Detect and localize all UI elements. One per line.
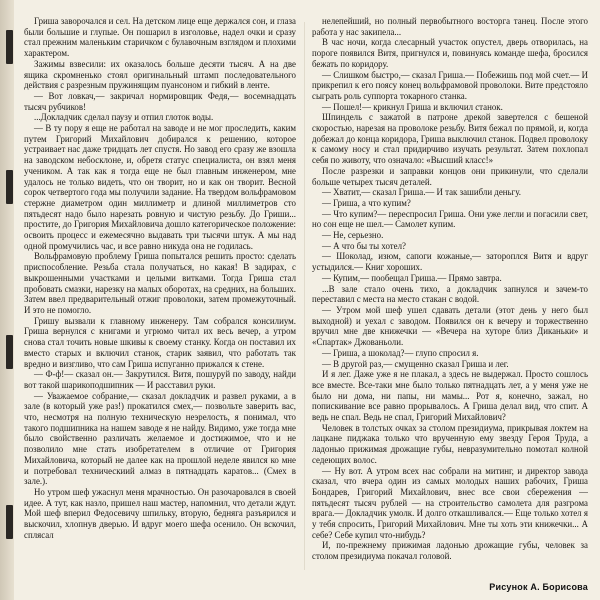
paragraph: ...В зале стало очень тихо, а докладчик запнулся и зачем-то переставил с места на место стакан с водой. [312, 283, 588, 305]
paragraph: — Хватит,— сказал Гриша.— И так зашибли деньгу. [322, 187, 521, 198]
paragraph: — Что купим?— переспросил Гриша. Они уже легли и погасили свет, но сон еще не шел.— Самолет купим. [312, 208, 588, 230]
illustration-credit: Рисунок А. Борисова [489, 582, 588, 592]
text-column-right [312, 16, 588, 576]
paragraph: — Купим,— пообещал Гриша.— Прямо завтра. [322, 272, 502, 283]
text-column-left [24, 16, 296, 576]
paragraph: — Уважаемое собрание,— сказал докладчик и развел руками, а в зале (в который уже раз!) прокатился смех,— позвольте заверить вас, что, несмотря на полную техническую неэрелость, я понимал, что такого подшипника на нашем заводе я не найду. Видимо, уже тогда мне было свойственно различать желаемое и достижимое, что и не позволило мне стать изобретателем в отличие от Григория Михайловича, который не далее как на прошлой неделе явился ко мне и потребовал техническиий алмаз в пятнадцать каратов... (Смех в зале.). [24, 390, 296, 487]
paragraph: Зажимы взвесили: их оказалось больше десяти тысяч. А на две ящика скромненько стоял оригинальный штамп последовательного действия с разрезным пружинящим пуансоном и гибкий в ленте. [24, 58, 296, 91]
paragraph: Гришу вызвали к главному инженеру. Там собрался консилиум. Гриша вернулся с книгами и угрюмо читал их весь вечер, а утром снова стал точить новые шкивы к своему станку. Когда он поставил их вместо старых и включил станок, старик заявил, что работать так вредно и визгливо, что сам Гриша испуганно прижался к стене. [24, 315, 296, 369]
paragraph: Вольфрамовую проблему Гриша попытался решить просто: сделать приспособление. Резьба стала получаться, но какая! В задирах, с выкрошенными участками и целыми витками. Тогда Гриша стал пробовать смазки, нарезку на малых оборотах, на средних, на больших. Затем ввел предварительный отжиг проволоки, затем промежуточный. И это не помогло. [24, 251, 296, 315]
paragraph: И, по-прежнему прижимая ладонью дрожащие губы, человек за столом президиума покачал головой. [312, 540, 588, 562]
paragraph: — Шоколад, изюм, сапоги кожаные,— затороплся Витя и вдруг устыдился.— Книг хороших. [312, 251, 588, 273]
paragraph: ...Докладчик сделал паузу и отпил глоток воды. [34, 112, 214, 123]
paragraph: — Не, серьезно. [322, 230, 384, 241]
paragraph: После разрезки и заправки концов они прикинули, что сделали больше четырех тысяч деталей. [312, 165, 588, 187]
paragraph: Человек в толстых очках за столом президиума, прикрывая локтем на лацкане пиджака только что врученную ему звезду Героя Труда, а ладонью прижимая дрожащие губы, невразумительно помотал колной седеющих волос. [312, 422, 588, 465]
paragraph: Шпиндель с зажатой в патроне дрекой завертелся с бешеной скоростью, нарезая на проволоке резьбу. Витя бежал по прямой, и, когда добежал до конца коридора, Гриша выключил станок. Подвел проволоку к самому носу и стал придирчиво изучать результат. Затем похлопал себя по животу, что означало: «Высший класс!» [312, 112, 588, 166]
binding-notch [6, 30, 13, 64]
paragraph: — Ну вот. А утром всех нас собрали на митинг, и директор завода сказал, что вчера один из самых молодых наших рабочих, Гриша Бондарев, Григорий Михайлович, внес все свои сбережения — пятьдесят тысяч рублей — на строительство самолета для разгрома врага.— Докладчик умолк. И долго откашливался.— Еще только хотел я у тебя спросить, Григорий Михайлович. Мне ты хоть эти книжечки... А себе? Себе купил что-нибудь? [312, 465, 588, 540]
paragraph: нелепейший, но полный первобытного восторга танец. После этого работа у нас закипела... [312, 16, 588, 37]
paragraph: — Гриша, а что купим? [322, 197, 411, 208]
paragraph: — В другой раз,— смущенно сказал Гриша и лег. [322, 358, 509, 369]
binding-notch [6, 505, 13, 539]
paragraph: — Ф-ф!— сказал он.— Закрутился. Витя, пошуруй по заводу, найди вот такой шарикоподшипник — И расставил руки. [24, 369, 296, 390]
paragraph: — Вот ловкач,— закричал нормировщик Федя,— восемнадцать тысяч рубчиков! [24, 90, 296, 112]
paragraph: В час ночи, когда слесарный участок опустел, дверь отворилась, на пороге появился Витя, пригнулся и, повинуясь команде шефа, бросился бежать по коридору. [312, 37, 588, 69]
paragraph: — Гриша, а шоколад?— глупо спросил я. [322, 347, 479, 358]
paragraph: — Пошел!— крикнул Гриша и включил станок. [322, 101, 503, 112]
paragraph: — Слишком быстро,— сказал Гриша.— Побежишь под мой счет.— И прикрепил к его поясу конец вольфрамовой проволоки. Вите предстояло сыграть роль суппорта токарного станка. [312, 69, 588, 101]
paragraph: — А что бы ты хотел? [322, 240, 406, 251]
column-divider [304, 22, 305, 570]
binding-notch [6, 170, 13, 204]
binding-notch [6, 335, 13, 369]
binding-strip [6, 0, 14, 600]
paragraph: И я лег. Даже уже я не плакал, а здесь не выдержал. Просто сошлось все вместе. Все-таки мне было только пятнадцать лет, а у меня уже не было ни дома, ни папы, ни мамы... Рот я, конечно, зажал, но попискивание все равно прорывалось. А Гриша делал вид, что спит. А ведь не спал. Ведь не спал, Григорий Михайлович? [312, 369, 588, 423]
paragraph: — В ту пору я еще не работал на заводе и не мог проследить, каким путем Григорий Михайлович добирался к решению, которое устраивает нас даже тридцать лет спустя. Но завод его сразу же взошла на заводском небосклоне, и, обретя статус специалиста, он взял меня учеником. А так как я тогда еще не был главным инженером, мне удалось не только видеть, что он творит, но и как он творит. Весной сорок четвертого года мы получили задание. На твердом вольфрамовом стержне диаметром один миллиметр и длиной миллиметров сто пятьдесят надо было нарезать ровную и чистую резьбу. До Гриши... простите, до Григория Михайловича дошло категорическое положение: освоить процесс и ежемесячно выдавать три тысячи штук. А мы над одной промучились час, и все равно никуда она не годилась. [24, 123, 296, 251]
paragraph: Но утром шеф ужаснул меня мрачностью. Он разочаровался в своей идее. А тут, как назло, пришел наш мастер, напомнил, что детали ждут. Мой шеф вперил Федосевичу шпильку, вторую, бедняга разъярился и выскочил, хлопнув дверью. И вдруг моего шефа осенило. Он вскочил, сплясал [24, 486, 296, 540]
paragraph: Гриша заворочался и сел. На детском лице еще держался сон, и глаза были большие и глупые. Он пошарил в изголовье, надел очки и сразу стал прежним маленьким старичком с булавочным взглядом и плохими характером. [24, 16, 296, 59]
paragraph: — Утром мой шеф ушел сдавать детали (этот день у него был выходной) и уехал с заводом. Появился он к вечеру и торжественно вручил мне две книжечки — «Вечера на хуторе близ Диканьки» и «Спартак» Джованьоли. [312, 304, 588, 348]
